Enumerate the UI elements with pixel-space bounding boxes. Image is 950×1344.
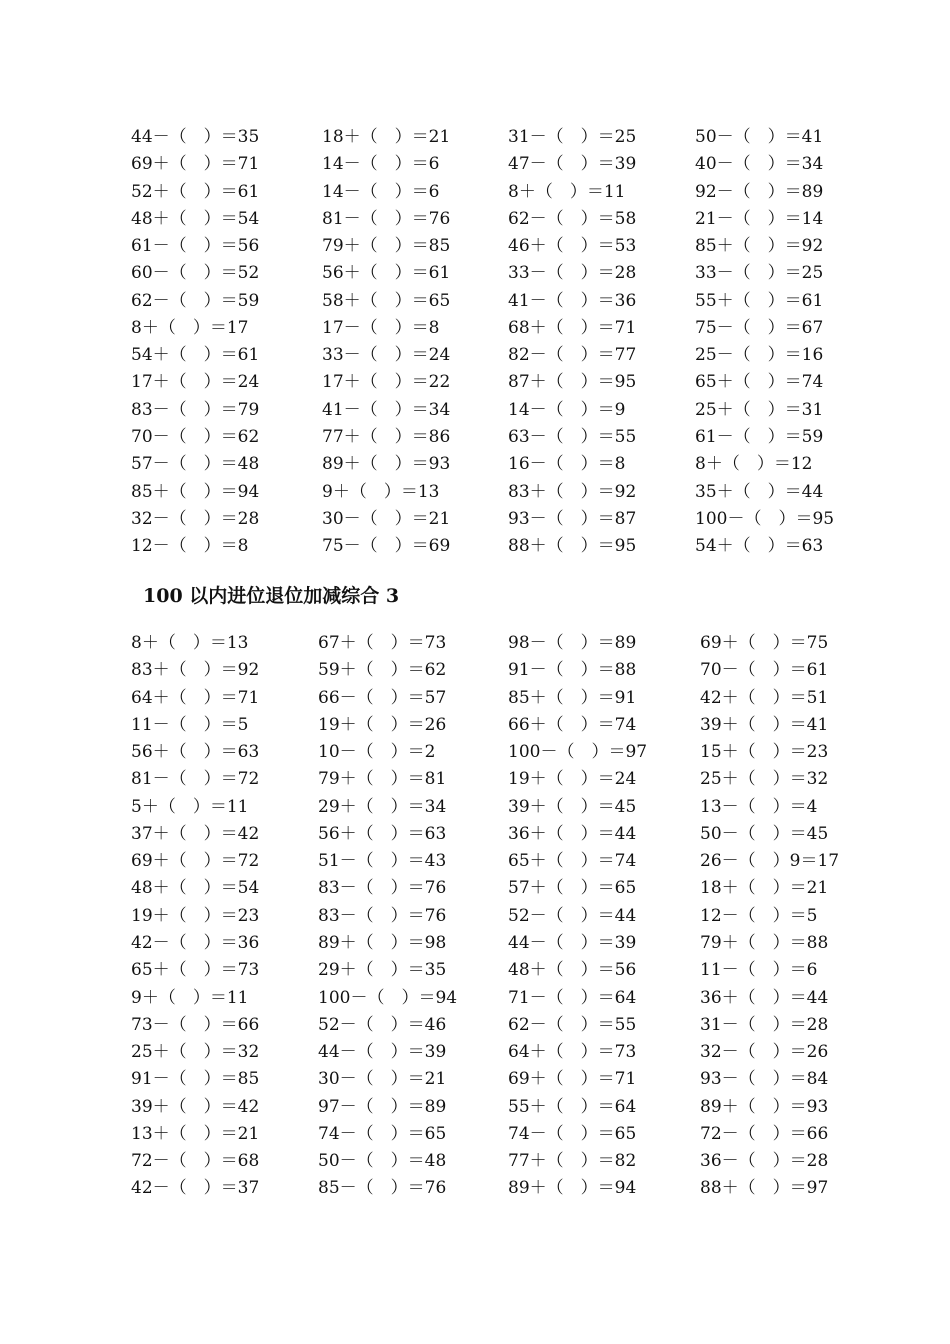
math-problem: 52－（ ）＝44 <box>508 905 637 926</box>
math-problem: 56＋（ ）＝63 <box>318 823 447 844</box>
problem-row <box>0 1123 950 1150</box>
math-problem: 46＋（ ）＝53 <box>508 236 637 257</box>
problem-row <box>0 508 950 535</box>
math-problem: 25－（ ）＝16 <box>695 345 824 366</box>
math-problem: 75－（ ）＝67 <box>695 317 824 338</box>
problem-row <box>0 850 950 877</box>
math-problem: 11－（ ）＝5 <box>131 714 249 735</box>
math-problem: 50－（ ）＝41 <box>695 127 824 147</box>
math-problem: 79＋（ ）＝81 <box>318 769 447 790</box>
problem-row <box>0 181 950 208</box>
problem-row <box>0 481 950 508</box>
math-problem: 72－（ ）＝66 <box>700 1123 829 1144</box>
math-problem: 25＋（ ）＝32 <box>131 1042 260 1063</box>
problem-row <box>0 741 950 768</box>
problem-row <box>0 535 950 562</box>
math-problem: 85－（ ）＝76 <box>318 1178 447 1199</box>
math-problem: 97－（ ）＝89 <box>318 1096 447 1117</box>
math-problem: 21－（ ）＝14 <box>695 208 824 229</box>
problem-row <box>0 399 950 426</box>
problem-row <box>0 659 950 686</box>
math-problem: 98－（ ）＝89 <box>508 633 637 653</box>
problem-row <box>0 959 950 986</box>
math-problem: 17＋（ ）＝22 <box>322 372 451 393</box>
math-problem: 91－（ ）＝88 <box>508 660 637 681</box>
math-problem: 88＋（ ）＝97 <box>700 1178 829 1199</box>
math-problem: 30－（ ）＝21 <box>322 508 451 529</box>
math-problem: 47－（ ）＝39 <box>508 154 637 175</box>
math-problem: 75－（ ）＝69 <box>322 536 451 557</box>
math-problem: 41－（ ）＝36 <box>508 290 637 311</box>
math-problem: 52－（ ）＝46 <box>318 1014 447 1035</box>
math-problem: 32－（ ）＝28 <box>131 508 260 529</box>
math-problem: 67＋（ ）＝73 <box>318 633 447 653</box>
math-problem: 33－（ ）＝25 <box>695 263 824 284</box>
math-problem: 42－（ ）＝37 <box>131 1178 260 1199</box>
math-problem: 31－（ ）＝25 <box>508 127 637 147</box>
problem-row <box>0 317 950 344</box>
math-problem: 69＋（ ）＝71 <box>508 1069 637 1090</box>
problem-row <box>0 1177 950 1204</box>
problem-row <box>0 905 950 932</box>
math-problem: 26－（ ）9＝17 <box>700 851 840 872</box>
math-problem: 8＋（ ）＝17 <box>131 317 249 338</box>
math-problem: 68＋（ ）＝71 <box>508 317 637 338</box>
math-problem: 85＋（ ）＝92 <box>695 236 824 257</box>
problem-row <box>0 371 950 398</box>
math-problem: 85＋（ ）＝91 <box>508 687 637 708</box>
math-problem: 19＋（ ）＝24 <box>508 769 637 790</box>
math-problem: 48＋（ ）＝54 <box>131 878 260 899</box>
math-problem: 89＋（ ）＝98 <box>318 932 447 953</box>
math-problem: 17＋（ ）＝24 <box>131 372 260 393</box>
math-problem: 61－（ ）＝59 <box>695 426 824 447</box>
math-problem: 81－（ ）＝72 <box>131 769 260 790</box>
math-problem: 5＋（ ）＝11 <box>131 796 249 817</box>
math-problem: 41－（ ）＝34 <box>322 399 451 420</box>
math-problem: 66－（ ）＝57 <box>318 687 447 708</box>
math-problem: 52＋（ ）＝61 <box>131 181 260 202</box>
math-problem: 69＋（ ）＝71 <box>131 154 260 175</box>
math-problem: 100－（ ）＝97 <box>508 742 648 763</box>
problem-row <box>0 126 950 153</box>
math-problem: 83＋（ ）＝92 <box>131 660 260 681</box>
section-title: 100 以内进位退位加减综合 3 <box>143 585 400 607</box>
math-problem: 65＋（ ）＝74 <box>508 851 637 872</box>
problem-row <box>0 262 950 289</box>
problem-row <box>0 208 950 235</box>
math-problem: 17－（ ）＝8 <box>322 317 440 338</box>
math-problem: 9＋（ ）＝13 <box>322 481 440 502</box>
math-problem: 73－（ ）＝66 <box>131 1014 260 1035</box>
math-problem: 57＋（ ）＝65 <box>508 878 637 899</box>
math-problem: 74－（ ）＝65 <box>318 1123 447 1144</box>
math-problem: 55＋（ ）＝61 <box>695 290 824 311</box>
math-problem: 62－（ ）＝59 <box>131 290 260 311</box>
math-problem: 62－（ ）＝55 <box>508 1014 637 1035</box>
problem-row <box>0 290 950 317</box>
math-problem: 36＋（ ）＝44 <box>508 823 637 844</box>
math-problem: 71－（ ）＝64 <box>508 987 637 1008</box>
math-problem: 14－（ ）＝6 <box>322 181 440 202</box>
problem-row <box>0 1068 950 1095</box>
problem-row <box>0 1014 950 1041</box>
math-problem: 83＋（ ）＝92 <box>508 481 637 502</box>
math-problem: 36－（ ）＝28 <box>700 1151 829 1172</box>
math-problem: 77＋（ ）＝86 <box>322 426 451 447</box>
problem-row <box>0 235 950 262</box>
math-problem: 36＋（ ）＝44 <box>700 987 829 1008</box>
math-problem: 44－（ ）＝35 <box>131 127 260 147</box>
math-problem: 61－（ ）＝56 <box>131 236 260 257</box>
problem-row <box>0 714 950 741</box>
math-problem: 25＋（ ）＝32 <box>700 769 829 790</box>
math-problem: 30－（ ）＝21 <box>318 1069 447 1090</box>
math-problem: 58＋（ ）＝65 <box>322 290 451 311</box>
math-problem: 37＋（ ）＝42 <box>131 823 260 844</box>
math-problem: 64＋（ ）＝73 <box>508 1042 637 1063</box>
problem-row <box>0 1150 950 1177</box>
math-problem: 29＋（ ）＝34 <box>318 796 447 817</box>
problem-row <box>0 153 950 180</box>
math-problem: 12－（ ）＝8 <box>131 536 249 557</box>
math-problem: 65＋（ ）＝73 <box>131 960 260 981</box>
math-problem: 15＋（ ）＝23 <box>700 742 829 763</box>
math-problem: 48＋（ ）＝56 <box>508 960 637 981</box>
math-problem: 14－（ ）＝9 <box>508 399 626 420</box>
math-problem: 25＋（ ）＝31 <box>695 399 824 420</box>
math-problem: 39＋（ ）＝45 <box>508 796 637 817</box>
math-problem: 31－（ ）＝28 <box>700 1014 829 1035</box>
math-problem: 70－（ ）＝61 <box>700 660 829 681</box>
math-problem: 48＋（ ）＝54 <box>131 208 260 229</box>
math-problem: 8＋（ ）＝11 <box>508 181 626 202</box>
math-problem: 69＋（ ）＝72 <box>131 851 260 872</box>
math-problem: 100－（ ）＝94 <box>318 987 458 1008</box>
problem-row <box>0 1041 950 1068</box>
math-problem: 72－（ ）＝68 <box>131 1151 260 1172</box>
problem-row <box>0 426 950 453</box>
problem-row <box>0 932 950 959</box>
math-problem: 40－（ ）＝34 <box>695 154 824 175</box>
math-problem: 88＋（ ）＝95 <box>508 536 637 557</box>
math-problem: 18＋（ ）＝21 <box>322 127 451 147</box>
math-problem: 50－（ ）＝45 <box>700 823 829 844</box>
math-problem: 57－（ ）＝48 <box>131 454 260 475</box>
math-problem: 50－（ ）＝48 <box>318 1151 447 1172</box>
math-problem: 62－（ ）＝58 <box>508 208 637 229</box>
math-problem: 16－（ ）＝8 <box>508 454 626 475</box>
problem-row <box>0 768 950 795</box>
math-problem: 89＋（ ）＝94 <box>508 1178 637 1199</box>
math-problem: 13＋（ ）＝21 <box>131 1123 260 1144</box>
math-problem: 92－（ ）＝89 <box>695 181 824 202</box>
math-problem: 19＋（ ）＝26 <box>318 714 447 735</box>
math-problem: 9＋（ ）＝11 <box>131 987 249 1008</box>
math-problem: 85＋（ ）＝94 <box>131 481 260 502</box>
math-problem: 8＋（ ）＝13 <box>131 633 249 653</box>
math-problem: 39＋（ ）＝41 <box>700 714 829 735</box>
math-problem: 29＋（ ）＝35 <box>318 960 447 981</box>
math-problem: 33－（ ）＝24 <box>322 345 451 366</box>
math-problem: 42－（ ）＝36 <box>131 932 260 953</box>
problem-row <box>0 687 950 714</box>
math-problem: 100－（ ）＝95 <box>695 508 835 529</box>
math-problem: 79＋（ ）＝88 <box>700 932 829 953</box>
math-problem: 89＋（ ）＝93 <box>700 1096 829 1117</box>
math-problem: 93－（ ）＝87 <box>508 508 637 529</box>
math-problem: 12－（ ）＝5 <box>700 905 818 926</box>
problem-row <box>0 344 950 371</box>
math-problem: 13－（ ）＝4 <box>700 796 818 817</box>
math-problem: 83－（ ）＝76 <box>318 878 447 899</box>
math-problem: 18＋（ ）＝21 <box>700 878 829 899</box>
math-problem: 55＋（ ）＝64 <box>508 1096 637 1117</box>
math-problem: 77＋（ ）＝82 <box>508 1151 637 1172</box>
math-problem: 51－（ ）＝43 <box>318 851 447 872</box>
math-problem: 64＋（ ）＝71 <box>131 687 260 708</box>
problem-row <box>0 796 950 823</box>
math-problem: 66＋（ ）＝74 <box>508 714 637 735</box>
math-problem: 69＋（ ）＝75 <box>700 633 829 653</box>
problem-row <box>0 987 950 1014</box>
math-problem: 14－（ ）＝6 <box>322 154 440 175</box>
problem-row <box>0 823 950 850</box>
math-problem: 79＋（ ）＝85 <box>322 236 451 257</box>
math-problem: 39＋（ ）＝42 <box>131 1096 260 1117</box>
math-problem: 81－（ ）＝76 <box>322 208 451 229</box>
math-problem: 70－（ ）＝62 <box>131 426 260 447</box>
math-problem: 54＋（ ）＝61 <box>131 345 260 366</box>
math-problem: 33－（ ）＝28 <box>508 263 637 284</box>
math-problem: 63－（ ）＝55 <box>508 426 637 447</box>
math-problem: 8＋（ ）＝12 <box>695 454 813 475</box>
math-problem: 60－（ ）＝52 <box>131 263 260 284</box>
math-problem: 56＋（ ）＝63 <box>131 742 260 763</box>
problem-row <box>0 877 950 904</box>
problem-row <box>0 453 950 480</box>
math-problem: 82－（ ）＝77 <box>508 345 637 366</box>
math-problem: 83－（ ）＝79 <box>131 399 260 420</box>
math-problem: 89＋（ ）＝93 <box>322 454 451 475</box>
math-problem: 56＋（ ）＝61 <box>322 263 451 284</box>
problem-row <box>0 632 950 659</box>
math-problem: 44－（ ）＝39 <box>318 1042 447 1063</box>
math-problem: 35＋（ ）＝44 <box>695 481 824 502</box>
math-problem: 87＋（ ）＝95 <box>508 372 637 393</box>
math-problem: 11－（ ）＝6 <box>700 960 818 981</box>
problem-row <box>0 1096 950 1123</box>
math-problem: 32－（ ）＝26 <box>700 1042 829 1063</box>
math-problem: 93－（ ）＝84 <box>700 1069 829 1090</box>
math-problem: 83－（ ）＝76 <box>318 905 447 926</box>
math-problem: 42＋（ ）＝51 <box>700 687 829 708</box>
math-problem: 44－（ ）＝39 <box>508 932 637 953</box>
math-problem: 74－（ ）＝65 <box>508 1123 637 1144</box>
math-problem: 59＋（ ）＝62 <box>318 660 447 681</box>
math-problem: 91－（ ）＝85 <box>131 1069 260 1090</box>
math-problem: 19＋（ ）＝23 <box>131 905 260 926</box>
math-problem: 10－（ ）＝2 <box>318 742 436 763</box>
math-problem: 54＋（ ）＝63 <box>695 536 824 557</box>
math-problem: 65＋（ ）＝74 <box>695 372 824 393</box>
